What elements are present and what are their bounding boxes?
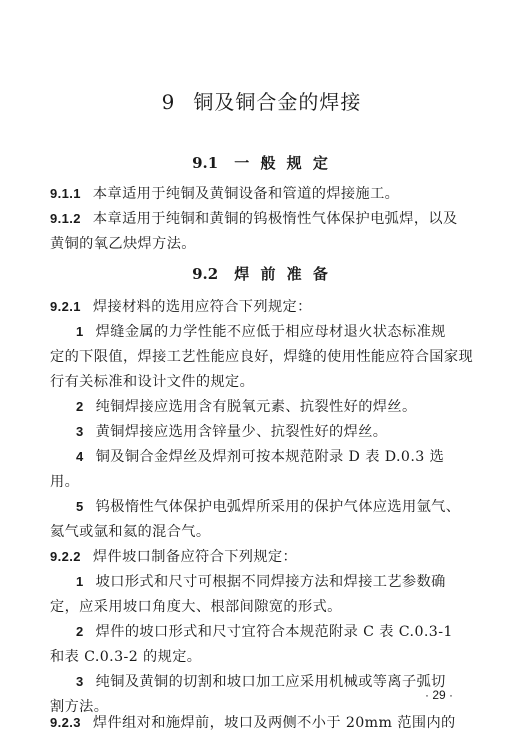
clause-line — [50, 208, 475, 228]
item-line — [76, 421, 475, 441]
item-text: 铜及铜合金焊丝及焊剂可按本规范附录 D 表 D.0.3 选 — [95, 449, 445, 465]
section-title-text: 焊 前 准 备 — [234, 265, 331, 283]
text-line — [50, 646, 475, 666]
item-text: 钨极惰性气体保护电弧焊所采用的保护气体应选用氩气、 — [95, 499, 461, 515]
clause-number: 9.2.3 — [50, 715, 81, 730]
clause-text: 焊件坡口制备应符合下列规定： — [92, 549, 298, 565]
clause-line — [50, 183, 475, 203]
text-line — [50, 471, 475, 491]
item-text: 焊缝金属的力学性能不应低于相应母材退火状态标准规 — [95, 324, 446, 340]
item-line — [76, 671, 475, 691]
text-line — [50, 596, 475, 616]
item-number: 3 — [76, 424, 84, 439]
item-text: 焊件的坡口形式和尺寸宜符合本规范附录 C 表 C.0.3-1 — [95, 624, 453, 640]
line-text: 氦气或氩和氦的混合气。 — [50, 524, 211, 540]
item-line — [76, 496, 475, 516]
item-line — [76, 571, 475, 591]
item-text: 纯铜及黄铜的切割和坡口加工应采用机械或等离子弧切 — [95, 674, 446, 690]
clause-line — [50, 546, 475, 566]
item-number: 4 — [76, 449, 84, 464]
item-number: 3 — [76, 674, 84, 689]
clause-text: 本章适用于纯铜及黄铜设备和管道的焊接施工。 — [92, 186, 400, 202]
clause-line — [50, 712, 475, 732]
clause-number: 9.1.1 — [50, 186, 81, 201]
clause-text: 本章适用于纯铜和黄铜的钨极惰性气体保护电弧焊，以及 — [92, 211, 458, 227]
item-number: 2 — [76, 399, 84, 414]
item-line — [76, 396, 475, 416]
text-line — [50, 521, 475, 541]
line-text: 用。 — [50, 474, 80, 490]
section-title — [0, 263, 523, 284]
item-line — [76, 621, 475, 641]
section-title-text: 一 般 规 定 — [234, 154, 331, 172]
text-line — [50, 371, 475, 391]
line-text: 和表 C.0.3-2 的规定。 — [50, 649, 202, 665]
item-text: 黄铜焊接应选用含锌量少、抗裂性好的焊丝。 — [95, 424, 388, 440]
line-text: 定的下限值，焊接工艺性能应良好，焊缝的使用性能应符合国家现 — [50, 349, 474, 365]
section-number: 9.2 — [192, 265, 219, 283]
chapter-title-text: 铜及铜合金的焊接 — [193, 90, 362, 114]
line-text: 定，应采用坡口角度大、根部间隙宽的形式。 — [50, 599, 342, 615]
item-text: 纯铜焊接应选用含有脱氧元素、抗裂性好的焊丝。 — [95, 399, 417, 415]
chapter-title — [0, 86, 523, 115]
chapter-number: 9 — [161, 90, 176, 114]
item-text: 坡口形式和尺寸可根据不同焊接方法和焊接工艺参数确 — [95, 574, 446, 590]
clause-line — [50, 296, 475, 316]
clause-number: 9.2.1 — [50, 299, 81, 314]
item-number: 5 — [76, 499, 84, 514]
page-number: · 29 · — [425, 688, 454, 702]
clause-text: 焊接材料的选用应符合下列规定： — [92, 299, 312, 315]
item-line — [76, 321, 475, 341]
item-number: 2 — [76, 624, 84, 639]
clause-text: 焊件组对和施焊前，坡口及两侧不小于 20mm 范围内的 — [92, 715, 456, 731]
clause-number: 9.1.2 — [50, 211, 81, 226]
section-title — [0, 152, 523, 173]
text-line — [50, 346, 475, 366]
section-number: 9.1 — [192, 154, 219, 172]
item-number: 1 — [76, 324, 84, 339]
line-text: 黄铜的氧乙炔焊方法。 — [50, 236, 196, 252]
line-text: 行有关标准和设计文件的规定。 — [50, 374, 255, 390]
item-line — [76, 446, 475, 466]
text-line — [50, 233, 475, 253]
line-text: 割方法。 — [50, 699, 109, 715]
clause-number: 9.2.2 — [50, 549, 81, 564]
item-number: 1 — [76, 574, 84, 589]
